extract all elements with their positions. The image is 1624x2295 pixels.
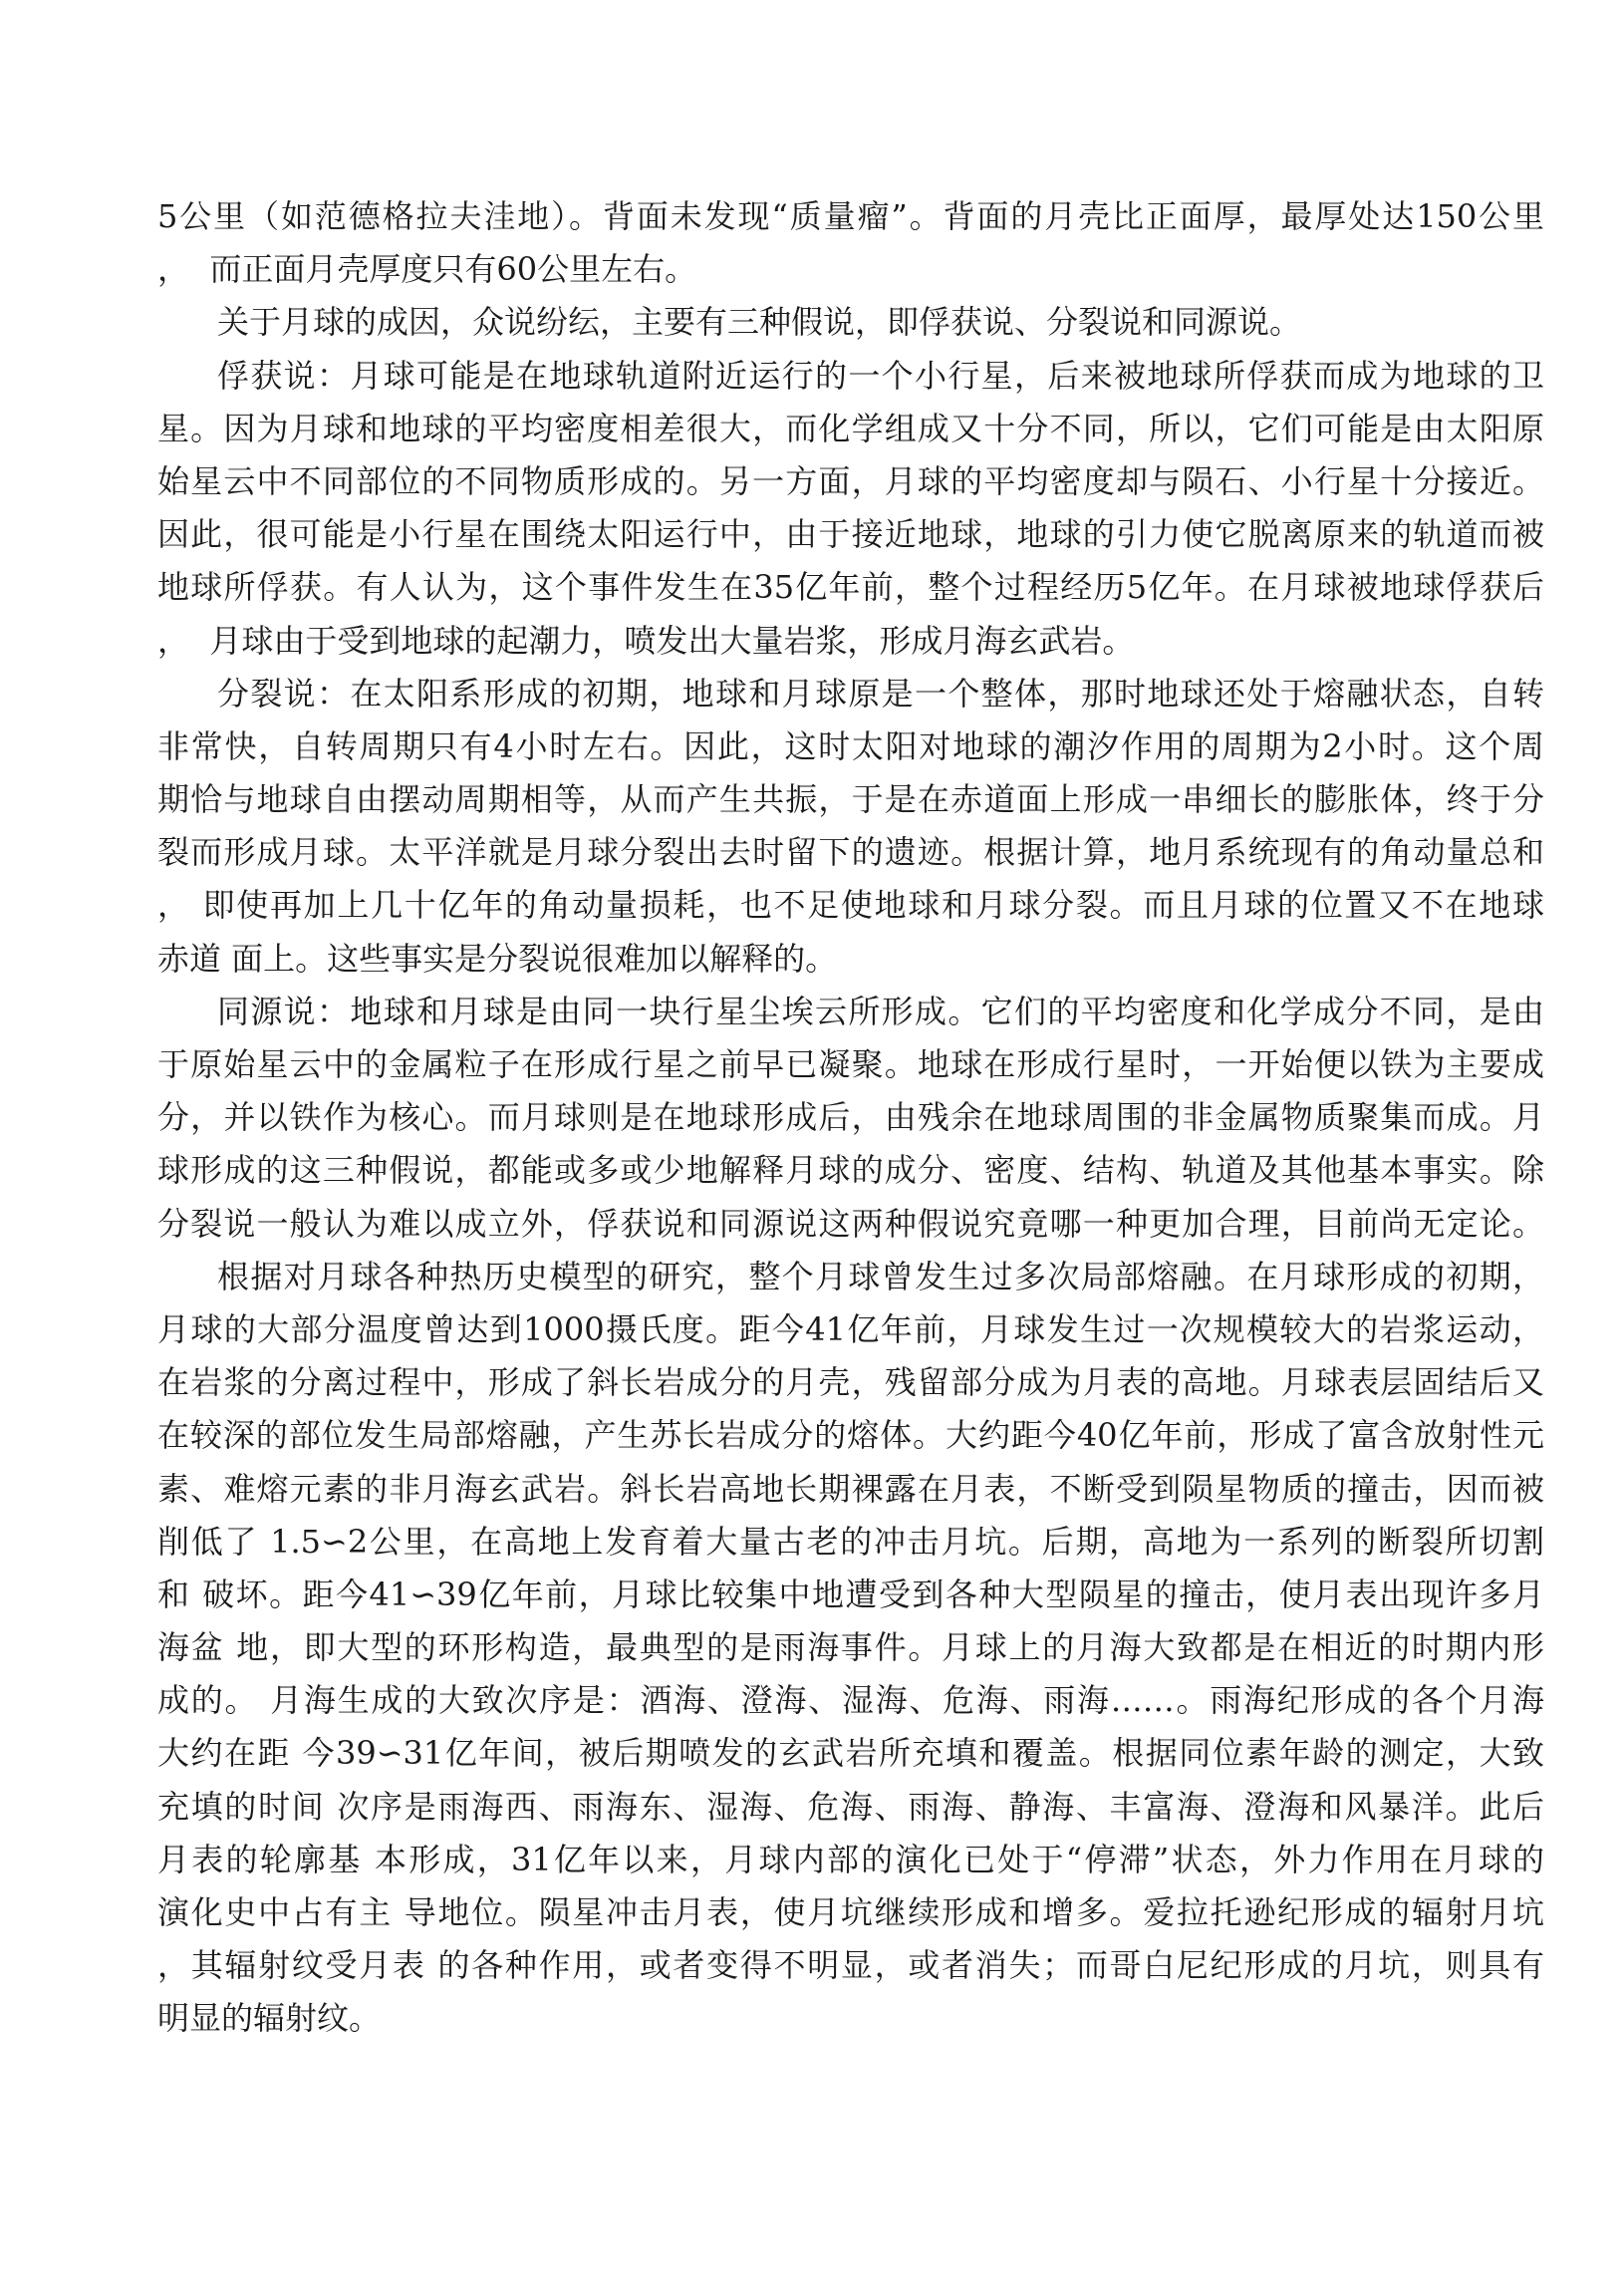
- text-line: 月表的轮廓基 本形成，31亿年以来，月球内部的演化已处于“停滞”状态，外力作用在月球的: [157, 1840, 1544, 1878]
- text-line: 月球的大部分温度曾达到1000摄氏度。距今41亿年前，月球发生过一次规模较大的岩浆运动，: [157, 1309, 1544, 1348]
- text-line: 削低了 1.5∽2公里，在高地上发育着大量古老的冲击月坑。后期，高地为一系列的断裂所切割: [157, 1522, 1544, 1561]
- text-line: 同源说：地球和月球是由同一块行星尘埃云所形成。它们的平均密度和化学成分不同，是由: [217, 992, 1544, 1030]
- text-line: 5公里（如范德格拉夫洼地）。背面未发现“质量瘤”。背面的月壳比正面厚，最厚处达150公里: [157, 197, 1544, 235]
- text-line: 期恰与地球自由摆动周期相等，从而产生共振，于是在赤道面上形成一串细长的膨胀体，终于分: [157, 780, 1544, 819]
- text-line: ，其辐射纹受月表 的各种作用，或者变得不明显，或者消失；而哥白尼纪形成的月坑，则具有: [157, 1946, 1544, 1985]
- text-line: 海盆 地，即大型的环形构造，最典型的是雨海事件。月球上的月海大致都是在相近的时期内形: [157, 1628, 1544, 1667]
- text-line: 地球所俘获。有人认为，这个事件发生在35亿年前，整个过程经历5亿年。在月球被地球俘获后: [157, 568, 1544, 607]
- text-line: 非常快，自转周期只有4小时左右。因此，这时太阳对地球的潮汐作用的周期为2小时。这个周: [157, 726, 1544, 765]
- text-line: 根据对月球各种热历史模型的研究，整个月球曾发生过多次局部熔融。在月球形成的初期，: [217, 1257, 1544, 1295]
- body-text: [157, 190, 1544, 2046]
- text-line: 分裂说：在太阳系形成的初期，地球和月球原是一个整体，那时地球还处于熔融状态，自转: [217, 674, 1544, 713]
- text-line: 于原始星云中的金属粒子在形成行星之前早已凝聚。地球在形成行星时，一开始便以铁为主要成: [157, 1045, 1544, 1083]
- text-line: 分裂说一般认为难以成立外，俘获说和同源说这两种假说究竟哪一种更加合理，目前尚无定论。: [157, 1204, 1544, 1243]
- paragraph-coformation-theory: [157, 986, 1544, 1251]
- text-line: 始星云中不同部位的不同物质形成的。另一方面，月球的平均密度却与陨石、小行星十分接近。: [157, 461, 1544, 500]
- paragraph-fission-theory: [157, 668, 1544, 986]
- text-line: 和 破坏。距今41∽39亿年前，月球比较集中地遭受到各种大型陨星的撞击，使月表出现许多月: [157, 1575, 1544, 1613]
- text-line: 成的。 月海生成的大致次序是：酒海、澄海、湿海、危海、雨海……。雨海纪形成的各个月海: [157, 1681, 1544, 1720]
- text-line: 球形成的这三种假说，都能或多或少地解释月球的成分、密度、结构、轨道及其他基本事实。除: [157, 1151, 1544, 1190]
- text-line: 充填的时间 次序是雨海西、雨海东、湿海、危海、雨海、静海、丰富海、澄海和风暴洋。此后: [157, 1787, 1544, 1826]
- text-line: 俘获说：月球可能是在地球轨道附近运行的一个小行星，后来被地球所俘获而成为地球的卫: [217, 356, 1544, 395]
- text-line: ， 月球由于受到地球的起潮力，喷发出大量岩浆，形成月海玄武岩。: [157, 621, 1135, 660]
- text-line: 在岩浆的分离过程中，形成了斜长岩成分的月壳，残留部分成为月表的高地。月球表层固结后又: [157, 1363, 1544, 1402]
- text-line: 素、难熔元素的非月海玄武岩。斜长岩高地长期裸露在月表，不断受到陨星物质的撞击，因而被: [157, 1469, 1544, 1508]
- paragraph-capture-theory: [157, 350, 1544, 668]
- text-line: 关于月球的成因，众说纷纭，主要有三种假说，即俘获说、分裂说和同源说。: [217, 303, 1302, 342]
- text-line: 星。因为月球和地球的平均密度相差很大，而化学组成又十分不同，所以，它们可能是由太阳原: [157, 409, 1544, 447]
- text-line: 因此，很可能是小行星在围绕太阳运行中，由于接近地球，地球的引力使它脱离原来的轨道而被: [157, 515, 1544, 554]
- paragraph-continued: [157, 190, 1544, 296]
- text-line: 赤道 面上。这些事实是分裂说很难加以解释的。: [157, 939, 838, 978]
- text-line: 明显的辐射纹。: [157, 1999, 382, 2038]
- paragraph-thermal-history: [157, 1251, 1544, 2046]
- text-line: ， 而正面月壳厚度只有60公里左右。: [157, 250, 697, 289]
- text-line: 分，并以铁作为核心。而月球则是在地球形成后，由残余在地球周围的非金属物质聚集而成。月: [157, 1098, 1544, 1137]
- text-line: 大约在距 今39∽31亿年间，被后期喷发的玄武岩所充填和覆盖。根据同位素年龄的测定，大致: [157, 1734, 1544, 1773]
- text-line: 裂而形成月球。太平洋就是月球分裂出去时留下的遗迹。根据计算，地月系统现有的角动量总和: [157, 833, 1544, 872]
- paragraph-origin-intro: [157, 296, 1544, 349]
- text-line: 在较深的部位发生局部熔融，产生苏长岩成分的熔体。大约距今40亿年前，形成了富含放射性元: [157, 1416, 1544, 1455]
- text-line: ， 即使再加上几十亿年的角动量损耗，也不足使地球和月球分裂。而且月球的位置又不在地球: [157, 886, 1544, 925]
- text-line: 演化史中占有主 导地位。陨星冲击月表，使月坑继续形成和增多。爱拉托逊纪形成的辐射月坑: [157, 1893, 1544, 1931]
